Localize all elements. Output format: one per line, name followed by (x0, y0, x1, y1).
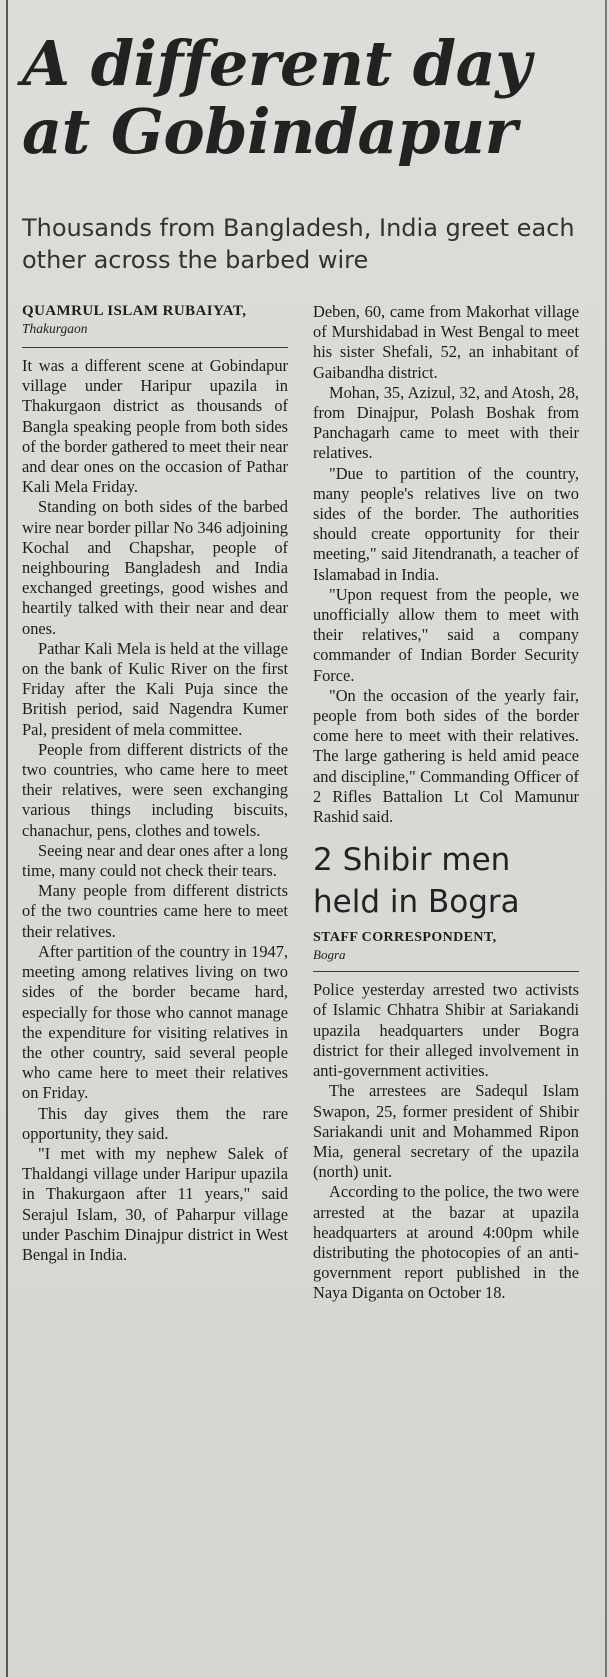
paragraph: "Upon request from the people, we unofficially allow them to meet with their relatives," said a company commander of Indian Border Security Force. (313, 584, 579, 685)
paragraph: After partition of the country in 1947, meeting among relatives living on two sides of the border became hard, especially for those who cannot manage the expenditure for visiting relatives in the other country, said several people who came here to meet their relatives on Friday. (22, 941, 288, 1103)
second-story-dateline: Bogra (313, 947, 346, 963)
second-story-headline: 2 Shibir men held in Bogra (313, 842, 520, 921)
paragraph: Mohan, 35, Azizul, 32, and Atosh, 28, from Dinajpur, Polash Boshak from Panchagarh came to meet with their relatives. (313, 382, 579, 463)
right-column-rule (605, 0, 607, 1677)
paragraph: Standing on both sides of the barbed wire near border pillar No 346 adjoining Kochal and Chapshar, people of neighbouring Bangladesh and India exchanged greetings, good wishes and heartily talked with their near and dear ones. (22, 497, 288, 638)
main-story-left-column (22, 302, 288, 1265)
paragraph: It was a different scene at Gobindapur village under Haripur upazila in Thakurgaon district as thousands of Bangla speaking people from both sides of the border gathered to meet their near and dear ones on the occasion of Pathar Kali Mela Friday. (22, 356, 288, 497)
paragraph: This day gives them the rare opportunity, they said. (22, 1103, 288, 1143)
second-story-rule (313, 971, 579, 972)
paragraph: Many people from different districts of the two countries came here to meet their relatives. (22, 881, 288, 941)
paragraph: "Due to partition of the country, many people's relatives live on two sides of the border. The authorities should create opportunity for their meeting," said Jitendranath, a teacher of Islamabad in India. (313, 463, 579, 584)
byline: QUAMRUL ISLAM RUBAIYAT, (22, 303, 247, 319)
paragraph: Pathar Kali Mela is held at the village on the bank of Kulic River on the first Friday after the Kali Puja since the British period, said Nagendra Kumer Pal, president of mela committee. (22, 638, 288, 739)
paragraph: Police yesterday arrested two activists of Islamic Chhatra Shibir at Sariakandi upazila headquarters under Bogra district for their alleged involvement in anti-government activities. (313, 980, 579, 1081)
paragraph: According to the police, the two were arrested at the bazar at upazila headquarters at around 4:00pm while distributing the photocopies of an anti-government report published in the Naya Diganta on October 18. (313, 1182, 579, 1303)
paragraph: "I met with my nephew Salek of Thaldangi village under Haripur upazila in Thakurgaon after 11 years," said Serajul Islam, 30, of Paharpur village under Paschim Dinajpur district in West Bengal in India. (22, 1143, 288, 1264)
dateline: Thakurgaon (22, 321, 88, 336)
paragraph: The arrestees are Sadequl Islam Swapon, 25, former president of Shibir Sariakandi unit and Mohammed Ripon Mia, general secretary of the upazila (north) unit. (313, 1081, 579, 1182)
paragraph: "On the occasion of the yearly fair, people from both sides of the border come here to meet with their relatives. The large gathering is held amid peace and discipline," Commanding Officer of 2 Rifles Battalion Lt Col Mamunur Rashid said. (313, 685, 579, 827)
second-story-byline: STAFF CORRESPONDENT, (313, 930, 497, 946)
main-story-right-column (313, 302, 579, 1304)
byline-rule (22, 347, 288, 348)
headline: A different day at Gobindapur (22, 27, 531, 168)
left-column-rule (6, 0, 8, 1677)
paragraph: Seeing near and dear ones after a long time, many could not check their tears. (22, 840, 288, 881)
paragraph: Deben, 60, came from Makorhat village of Murshidabad in West Bengal to meet his sister Shefali, 52, an inhabitant of Gaibandha district. (313, 302, 579, 382)
paragraph: People from different districts of the two countries, who came here to meet their relatives, were seen exchanging various things including biscuits, chanachur, pens, clothes and towels. (22, 739, 288, 840)
second-story (313, 839, 579, 1303)
deck: Thousands from Bangladesh, India greet each other across the barbed wire (22, 214, 575, 274)
